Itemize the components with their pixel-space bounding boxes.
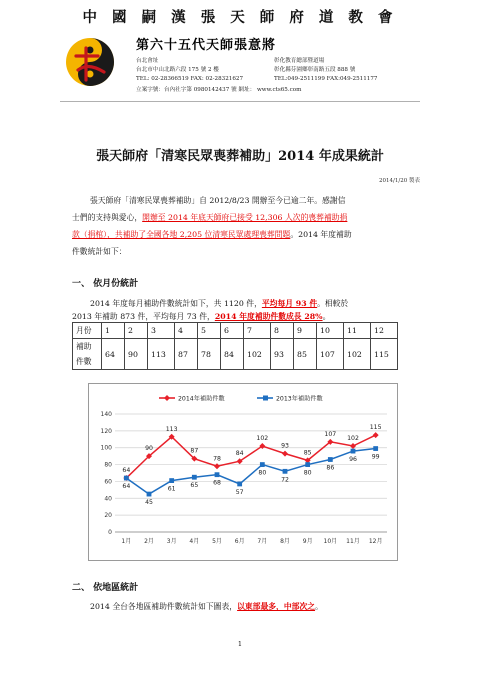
- table-cell: 102: [244, 339, 271, 370]
- data-label: 99: [371, 453, 380, 461]
- office-taipei-name: 台北會址: [136, 58, 159, 64]
- data-point: [169, 478, 174, 483]
- x-tick-label: 7月: [257, 538, 268, 545]
- data-label: 64: [122, 483, 131, 491]
- data-label: 45: [145, 499, 153, 507]
- section-1-heading: 一、 依月份統計: [72, 279, 139, 289]
- office-taipei-address: 台北市中山北路六段 175 號 2 樓: [136, 67, 219, 73]
- office-changhua-phone: TEL:049-2511199 FAX:049-2511177: [274, 76, 378, 82]
- data-point: [373, 432, 379, 438]
- intro-line-3-c: 。2014 年度補助: [290, 230, 352, 239]
- y-tick-label: 120: [100, 427, 112, 435]
- data-point: [260, 462, 265, 467]
- section-2-text-a: 2014 全台各地區補助件數統計如下圖表，: [90, 602, 238, 611]
- y-tick-label: 140: [100, 411, 112, 418]
- data-point: [214, 463, 220, 469]
- x-tick-label: 5月: [212, 538, 222, 545]
- table-cell: 93: [271, 339, 294, 370]
- document-date: 2014/1/20 製表: [379, 178, 420, 184]
- data-label: 68: [213, 479, 221, 487]
- header-divider: [60, 101, 420, 102]
- intro-line-1: 張天師府「清寒民眾喪葬補助」自 2012/8/23 開辦至今已逾二年。感謝信: [90, 196, 346, 205]
- table-cell: 6: [221, 323, 244, 339]
- intro-line-3: [72, 226, 352, 243]
- data-label: 113: [165, 425, 178, 433]
- page-number: 1: [237, 640, 243, 648]
- y-tick-label: 80: [104, 461, 112, 469]
- data-point: [215, 472, 220, 477]
- data-label: 85: [303, 449, 312, 457]
- section-1-text-c: 。相較於: [317, 299, 349, 308]
- taiji-logo-icon: [64, 36, 116, 88]
- x-tick-label: 10月: [323, 538, 338, 545]
- x-tick-label: 12月: [368, 538, 383, 545]
- organization-name: 中 國 嗣 漢 張 天 師 府 道 教 會: [82, 9, 398, 26]
- section-2-line-1: [90, 598, 323, 615]
- table-row: [73, 323, 398, 339]
- data-label: 115: [369, 424, 382, 432]
- table-cell: 78: [198, 339, 221, 370]
- table-cell: 8: [271, 323, 294, 339]
- data-label: 96: [349, 456, 357, 464]
- y-tick-label: 20: [104, 512, 112, 520]
- legend-label: 2013年補助件數: [276, 395, 323, 403]
- table-header-count: 補助件數: [73, 339, 102, 370]
- data-label: 93: [281, 442, 289, 450]
- table-cell: 102: [344, 339, 371, 370]
- x-tick-label: 8月: [280, 538, 290, 545]
- data-label: 80: [258, 469, 267, 477]
- table-cell: 12: [371, 323, 398, 339]
- data-point: [305, 462, 310, 467]
- table-cell: 4: [175, 323, 198, 339]
- data-label: 65: [190, 482, 199, 490]
- intro-highlight-donations: 開辦至 2014 年底天師府已接受 12,306 人次的喪葬補助捐: [142, 213, 348, 222]
- data-point: [350, 443, 356, 449]
- data-point: [147, 492, 152, 497]
- data-point: [237, 482, 242, 487]
- data-label: 80: [303, 469, 312, 477]
- table-row: [73, 339, 398, 370]
- x-tick-label: 11月: [346, 538, 360, 545]
- table-header-month: 月份: [73, 323, 102, 339]
- intro-line-2-a: 士們的支持與愛心，: [72, 213, 143, 222]
- office-taipei-phone: TEL: 02-28366519 FAX: 02-28321627: [136, 76, 244, 82]
- intro-line-2: [72, 209, 347, 226]
- monthly-line-chart: [88, 383, 398, 561]
- office-changhua-address: 彰化縣芬園鄉彰南路五段 888 號: [274, 67, 356, 73]
- table-cell: 10: [317, 323, 344, 339]
- data-label: 84: [235, 450, 244, 458]
- table-cell: 90: [125, 339, 148, 370]
- data-point: [192, 475, 197, 480]
- intro-highlight-coffin: 款（捐棺）: [72, 230, 108, 239]
- data-label: 102: [347, 435, 359, 443]
- document-title: 張天師府「清寒民眾喪葬補助」2014 年成果統計: [96, 149, 384, 164]
- table-cell: 11: [344, 323, 371, 339]
- legend-marker: [164, 395, 170, 401]
- x-tick-label: 9月: [302, 538, 313, 545]
- table-cell: 107: [317, 339, 344, 370]
- table-cell: 115: [371, 339, 398, 370]
- monthly-stats-table: [72, 322, 398, 370]
- table-cell: 85: [294, 339, 317, 370]
- table-cell: 9: [294, 323, 317, 339]
- x-tick-label: 2月: [144, 538, 154, 545]
- data-label: 86: [326, 464, 335, 472]
- subtitle: 第六十五代天師張意將: [136, 38, 277, 53]
- data-point: [282, 451, 288, 457]
- table-cell: 2: [125, 323, 148, 339]
- data-label: 107: [324, 430, 337, 438]
- section-1-text-a: 2014 年度每月補助件數統計如下，共 1120 件，: [90, 299, 262, 308]
- x-tick-label: 1月: [121, 538, 132, 545]
- data-label: 87: [190, 447, 199, 455]
- series-line: [126, 449, 375, 495]
- section-2-heading: 二、 依地區統計: [72, 583, 139, 593]
- table-cell: 5: [198, 323, 221, 339]
- data-label: 57: [235, 488, 244, 496]
- intro-highlight-recipients: ，共補助了全國各地 2,205 位清寒民眾處理喪葬問題: [107, 230, 291, 239]
- average-monthly-2014: 平均每月 93 件: [261, 299, 318, 308]
- x-tick-label: 6月: [234, 538, 245, 545]
- data-point: [328, 457, 333, 462]
- data-label: 78: [213, 455, 221, 463]
- table-cell: 3: [148, 323, 175, 339]
- data-label: 102: [256, 435, 269, 443]
- table-cell: 113: [148, 339, 175, 370]
- table-cell: 84: [221, 339, 244, 370]
- section-2-text-c: 。: [315, 602, 323, 611]
- x-tick-label: 3月: [166, 538, 177, 545]
- data-label: 64: [122, 467, 131, 475]
- y-tick-label: 60: [104, 478, 112, 486]
- section-1-text-e: 。: [322, 312, 331, 321]
- y-tick-label: 0: [108, 529, 112, 536]
- registration-and-website: 立案字號：台內社字第 0980142437 號 網址： www.cts65.com: [136, 87, 302, 93]
- growth-rate-2014: 2014 年度補助件數成長 28%: [214, 312, 323, 321]
- region-highlight: 以東部最多，中部次之: [237, 602, 316, 611]
- office-changhua-name: 彰化教育總部暨道場: [274, 58, 325, 64]
- table-cell: 7: [244, 323, 271, 339]
- chart-svg: [89, 384, 397, 560]
- data-label: 61: [167, 485, 176, 493]
- x-tick-label: 4月: [189, 538, 200, 545]
- y-tick-label: 40: [104, 495, 112, 503]
- section-1-text-d: 2013 年補助 873 件，平均每月 73 件，: [72, 312, 215, 321]
- table-cell: 87: [175, 339, 198, 370]
- data-label: 72: [281, 476, 289, 484]
- legend-label: 2014年補助件數: [178, 395, 225, 403]
- data-point: [373, 446, 378, 451]
- data-point: [283, 469, 288, 474]
- data-point: [351, 449, 356, 454]
- legend-marker: [263, 396, 268, 401]
- y-tick-label: 100: [100, 444, 112, 452]
- table-cell: 1: [102, 323, 125, 339]
- table-cell: 64: [102, 339, 125, 370]
- intro-line-4: 件數統計如下：: [72, 247, 127, 256]
- data-label: 90: [145, 445, 153, 453]
- data-point: [124, 476, 129, 481]
